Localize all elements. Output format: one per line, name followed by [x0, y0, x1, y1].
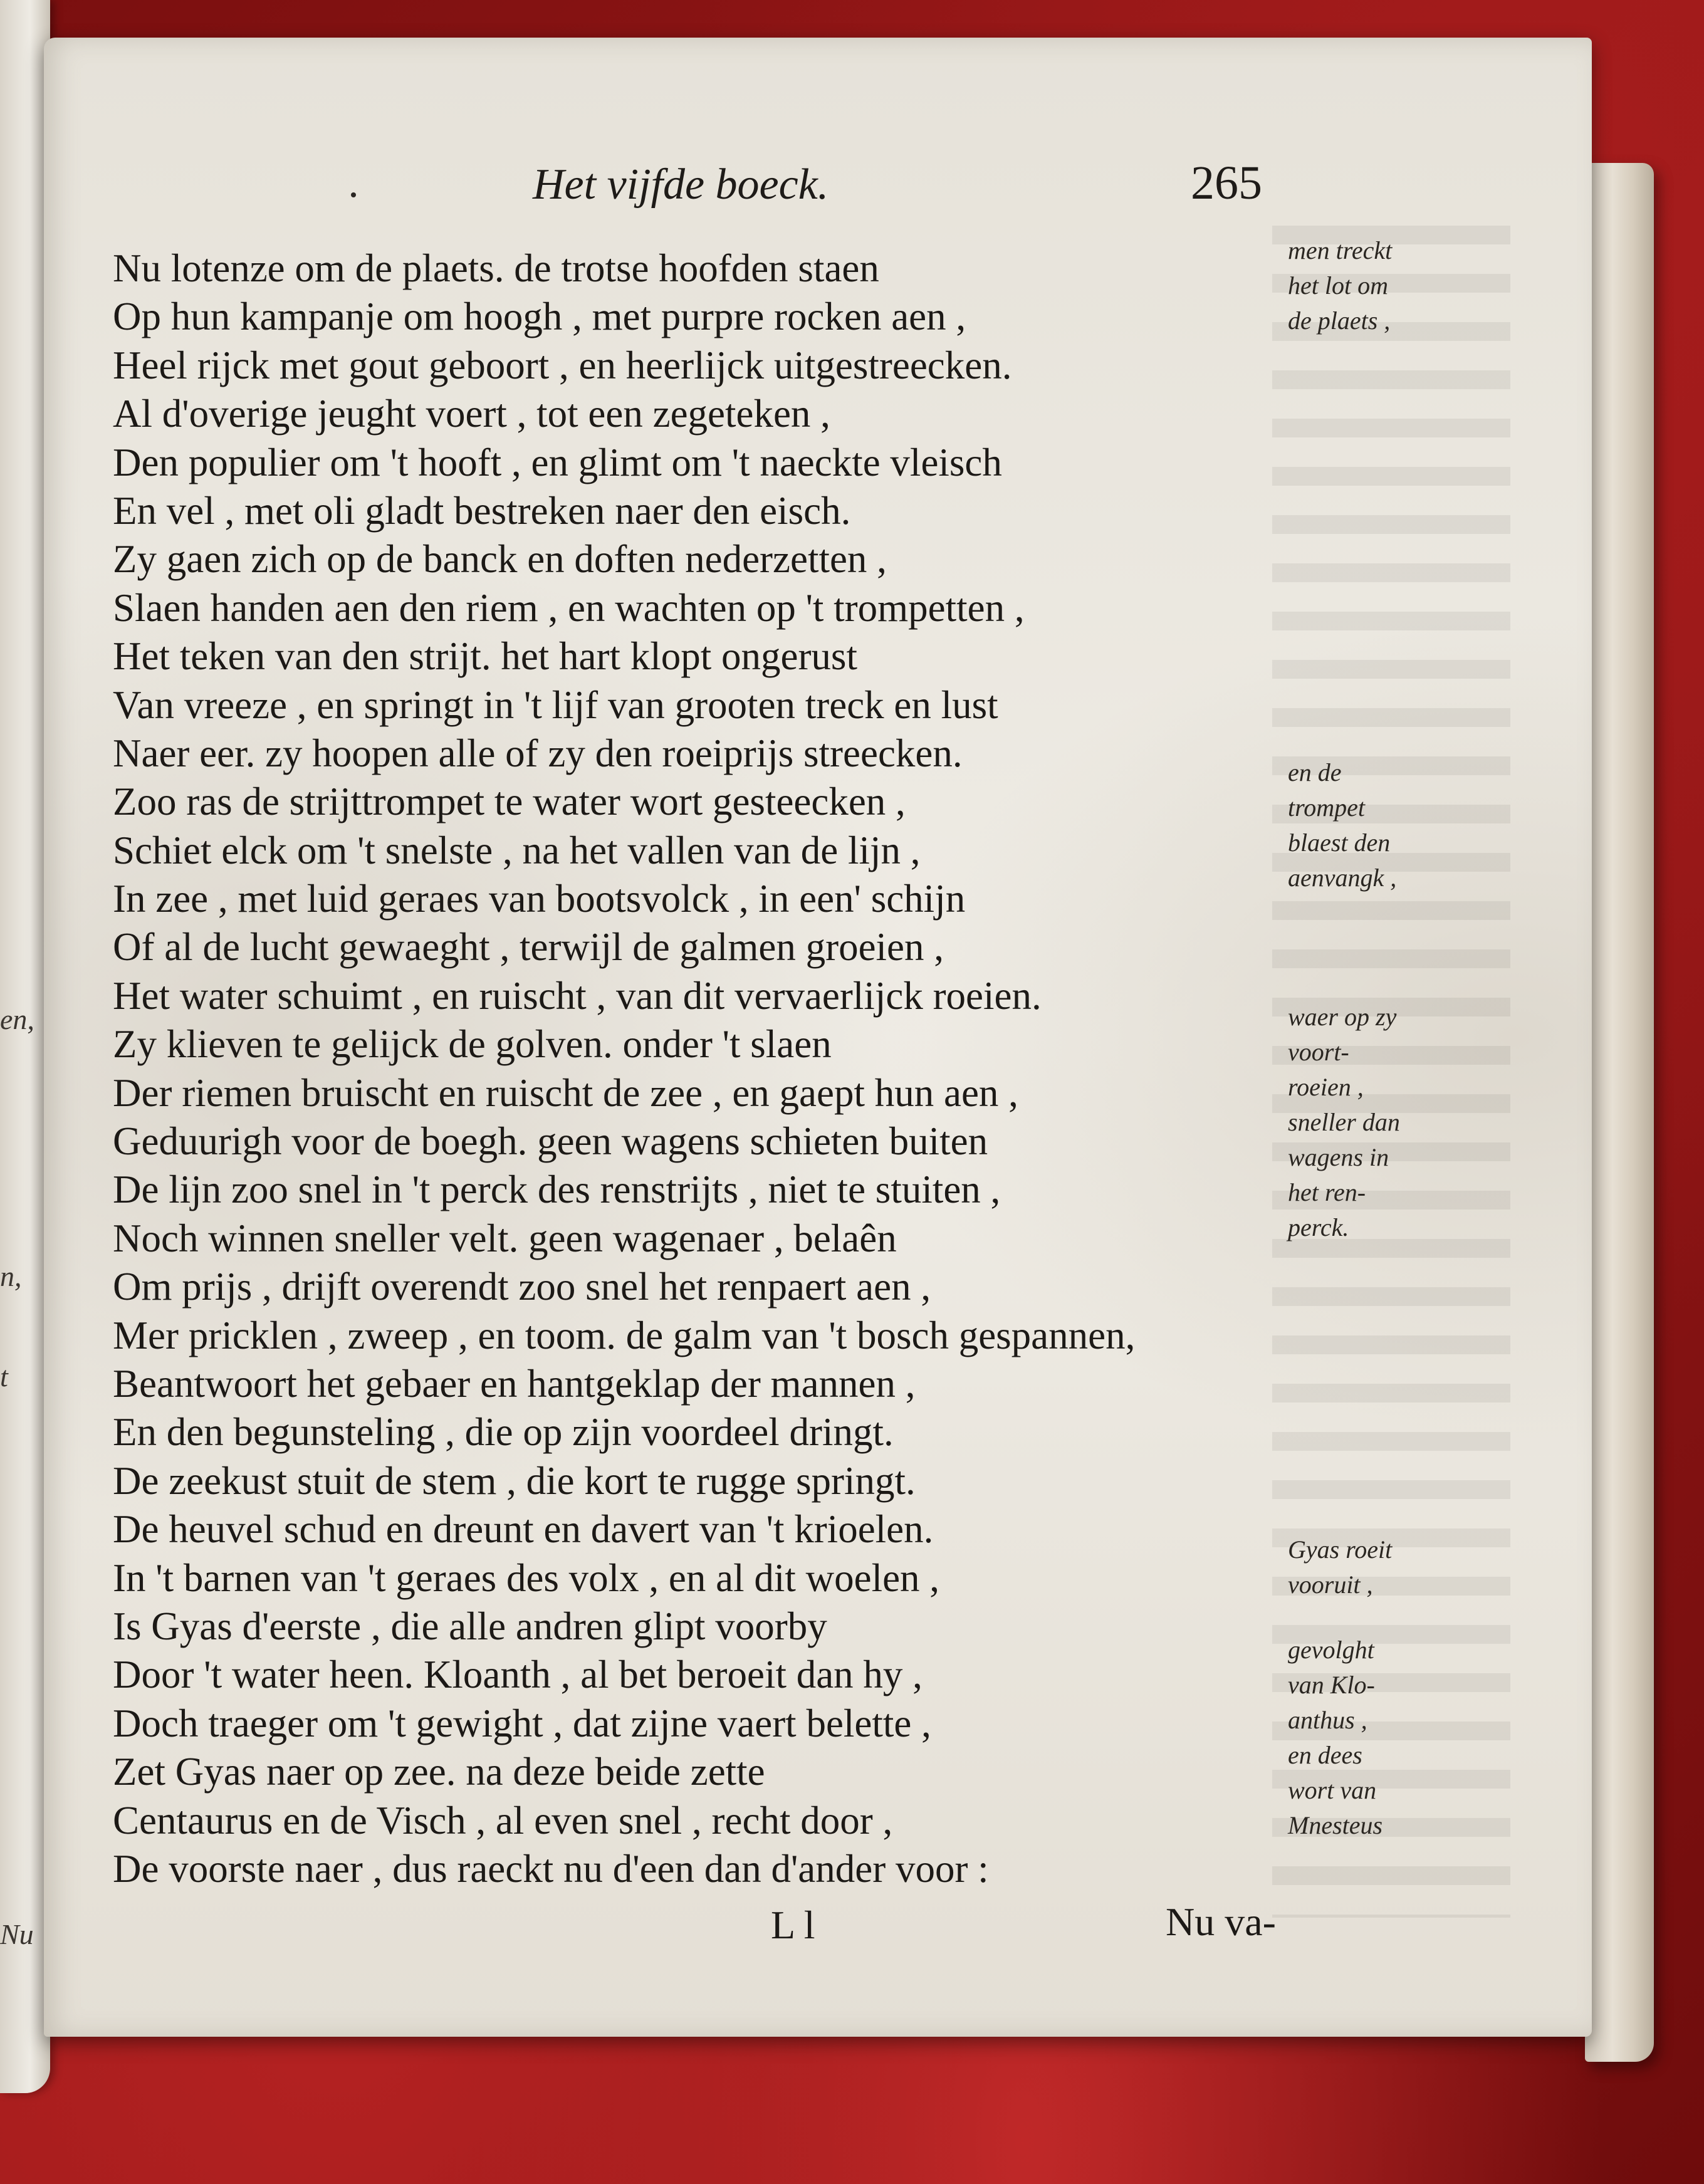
marginal-note	[1288, 1532, 1476, 1602]
marginal-note-line: men treckt	[1288, 236, 1393, 264]
marginal-note-line: waer op zy	[1288, 1003, 1397, 1031]
verse-line: Heel rijck met gout geboort , en heerlijck uitgestreecken.	[113, 343, 1012, 387]
verse-line: Slaen handen aen den riem , en wachten op 't trompetten ,	[113, 585, 1025, 630]
verse-line: Den populier om 't hooft , en glimt om 't naeckte vleisch	[113, 440, 1002, 484]
marginal-note	[1288, 755, 1476, 896]
verse-line: Zy klieven te gelijck de golven. onder 't slaen	[113, 1022, 832, 1067]
marginal-note-line: voort-	[1288, 1038, 1349, 1066]
marginal-note-line: het lot om	[1288, 271, 1388, 300]
marginal-note-line: perck.	[1288, 1213, 1349, 1241]
left-edge-fragment: t	[0, 1361, 8, 1392]
verse-line: Van vreeze , en springt in 't lijf van grooten treck en lust	[113, 682, 998, 727]
verse-line: Op hun kampanje om hoogh , met purpre rocken aen ,	[113, 295, 966, 339]
marginal-note-line: de plaets ,	[1288, 306, 1391, 335]
marginal-note	[1288, 233, 1476, 338]
marginal-note	[1288, 1000, 1476, 1245]
marginal-note-line: wagens in	[1288, 1143, 1389, 1171]
verse-line: Doch traeger om 't gewight , dat zijne vaert belette ,	[113, 1701, 931, 1745]
left-edge-fragment: Nu	[0, 1918, 34, 1950]
marginal-note-line: Gyas roeit	[1288, 1535, 1393, 1564]
verse-line: Het water schuimt , en ruischt , van dit vervaerlijck roeien.	[113, 973, 1042, 1018]
verse-line: De zeekust stuit de stem , die kort te rugge springt.	[113, 1458, 916, 1503]
verse-line: De lijn zoo snel in 't perck des renstrijts , niet te stuiten ,	[113, 1168, 1001, 1212]
marginal-note-line: blaest den	[1288, 828, 1391, 857]
verse-line: Of al de lucht gewaeght , terwijl de galmen groeien ,	[113, 925, 944, 969]
verse-line: Het teken van den strijt. het hart klopt ongerust	[113, 634, 857, 679]
previous-page-edge	[0, 0, 50, 2093]
verse-line: Centaurus en de Visch , al even snel , recht door ,	[113, 1798, 893, 1842]
verse-line: Zoo ras de strijttrompet te water wort gesteecken ,	[113, 780, 906, 824]
verse-line: Beantwoort het gebaer en hantgeklap der mannen ,	[113, 1361, 916, 1406]
verse-line: Zet Gyas naer op zee. na deze beide zette	[113, 1750, 765, 1794]
verse-line: Noch winnen sneller velt. geen wagenaer , belaên	[113, 1216, 897, 1260]
catchword: Nu va-	[1166, 1899, 1276, 1944]
running-title: Het vijfde boeck.	[533, 160, 829, 209]
marginal-note-line: gevolght	[1288, 1636, 1374, 1664]
verse-block	[113, 244, 1316, 1893]
marginal-note-line: roeien ,	[1288, 1073, 1364, 1101]
marginal-note-line: het ren-	[1288, 1178, 1366, 1206]
marginal-note-line: en de	[1288, 758, 1342, 786]
verse-line: Naer eer. zy hoopen alle of zy den roeiprijs streecken.	[113, 731, 963, 775]
verse-line: Nu lotenze om de plaets. de trotse hoofden staen	[113, 246, 879, 290]
verse-line: Door 't water heen. Kloanth , al bet beroeit dan hy ,	[113, 1653, 923, 1697]
marginal-note-line: vooruit ,	[1288, 1570, 1373, 1599]
left-edge-fragment: en,	[0, 1003, 34, 1035]
left-edge-fragment: n,	[0, 1260, 22, 1292]
book-page	[44, 38, 1592, 2037]
marginal-note-line: trompet	[1288, 793, 1365, 822]
marginal-note-line: anthus ,	[1288, 1706, 1367, 1734]
verse-line: En vel , met oli gladt bestreken naer den eisch.	[113, 488, 851, 533]
verse-line: Is Gyas d'eerste , die alle andren glipt voorby	[113, 1604, 827, 1648]
marginal-note-line: Mnesteus	[1288, 1811, 1383, 1839]
marginal-note-line: wort van	[1288, 1776, 1377, 1804]
verse-line: Om prijs , drijft overendt zoo snel het renpaert aen ,	[113, 1265, 931, 1309]
verse-line: De heuvel schud en dreunt en davert van 't krioelen.	[113, 1507, 934, 1552]
page-number: 265	[1191, 157, 1262, 209]
verse-line: Geduurigh voor de boegh. geen wagens schieten buiten	[113, 1119, 988, 1164]
verse-line: De voorste naer , dus raeckt nu d'een dan d'ander voor :	[113, 1846, 989, 1891]
verse-line: In zee , met luid geraes van bootsvolck , in een' schijn	[113, 877, 966, 921]
verse-line: Mer pricklen , zweep , en toom. de galm van 't bosch gespannen,	[113, 1313, 1136, 1357]
verse-line: In 't barnen van 't geraes des volx , en al dit woelen ,	[113, 1555, 940, 1600]
marginal-note-line: aenvangk ,	[1288, 864, 1397, 892]
marginal-note-line: sneller dan	[1288, 1108, 1400, 1136]
marginal-note-line: en dees	[1288, 1741, 1362, 1769]
verse-line: En den begunsteling , die op zijn voordeel dringt.	[113, 1410, 894, 1455]
page-header	[44, 157, 1592, 229]
verse-line: Schiet elck om 't snelste , na het vallen van de lijn ,	[113, 828, 921, 872]
marginal-note	[1288, 1633, 1476, 1843]
page-stack-edge	[1585, 163, 1654, 2062]
verse-line: Der riemen bruischt en ruischt de zee , en gaept hun aen ,	[113, 1070, 1018, 1115]
marginal-note-line: van Klo-	[1288, 1671, 1375, 1699]
verse-line: Al d'overige jeught voert , tot een zegeteken ,	[113, 392, 830, 436]
signature-mark: L l	[771, 1903, 815, 1947]
header-dot	[351, 192, 356, 197]
verse-line: Zy gaen zich op de banck en doften nederzetten ,	[113, 537, 887, 582]
